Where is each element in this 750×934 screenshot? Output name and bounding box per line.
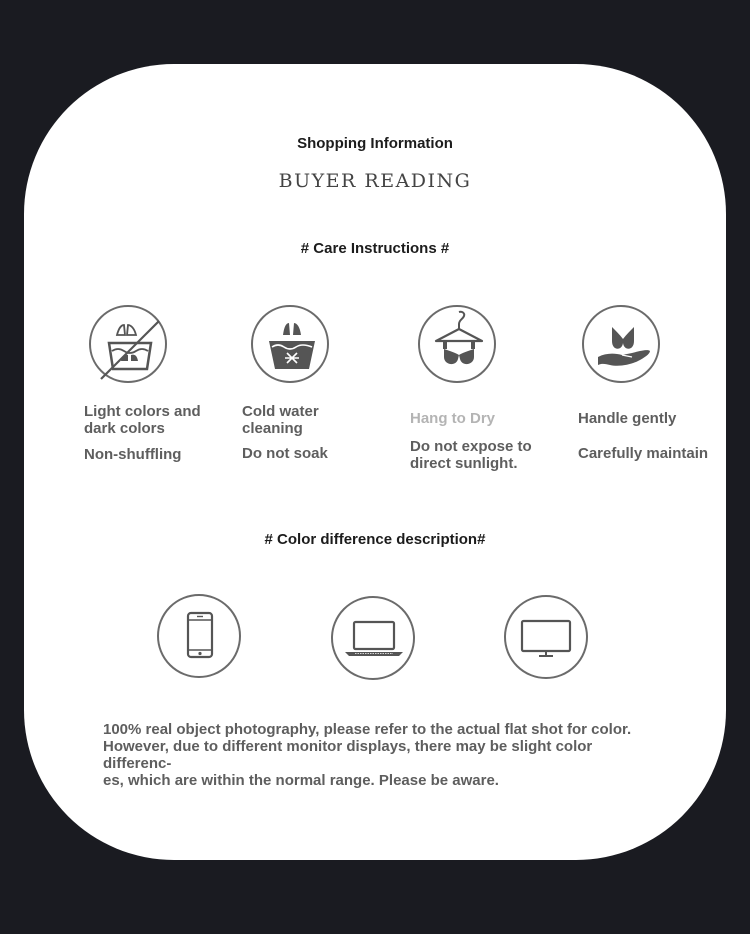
- care-heading: # Care Instructions #: [300, 240, 450, 257]
- care-item-1-note: Non-shuffling: [84, 446, 182, 463]
- hand-care-icon: [582, 305, 660, 383]
- care-item-3-label: Hang to Dry: [410, 410, 496, 427]
- care-item-2-note: Do not soak: [242, 445, 328, 462]
- hang-dry-icon: [418, 305, 496, 383]
- care-item-2-label: Cold water cleaning: [242, 403, 319, 437]
- care-item-3-note: Do not expose to direct sunlight.: [410, 438, 532, 472]
- monitor-icon: [504, 595, 588, 679]
- color-heading: # Color difference description#: [264, 531, 486, 548]
- page-title: Shopping Information: [297, 135, 453, 152]
- care-item-4-label: Handle gently: [578, 410, 677, 427]
- no-mixed-wash-icon: [89, 305, 167, 383]
- phone-icon: [157, 594, 241, 678]
- laptop-icon: [331, 596, 415, 680]
- care-item-1-label: Light colors and dark colors: [84, 403, 201, 437]
- cold-wash-icon: [251, 305, 329, 383]
- page-subtitle: BUYER READING: [278, 170, 472, 192]
- color-description: 100% real object photography, please refer to the actual flat shot for color. However, due to different monitor displays, there may be slight color differenc- es, which are within the normal range. Please be aware.: [103, 721, 632, 789]
- care-item-4-note: Carefully maintain: [578, 445, 709, 462]
